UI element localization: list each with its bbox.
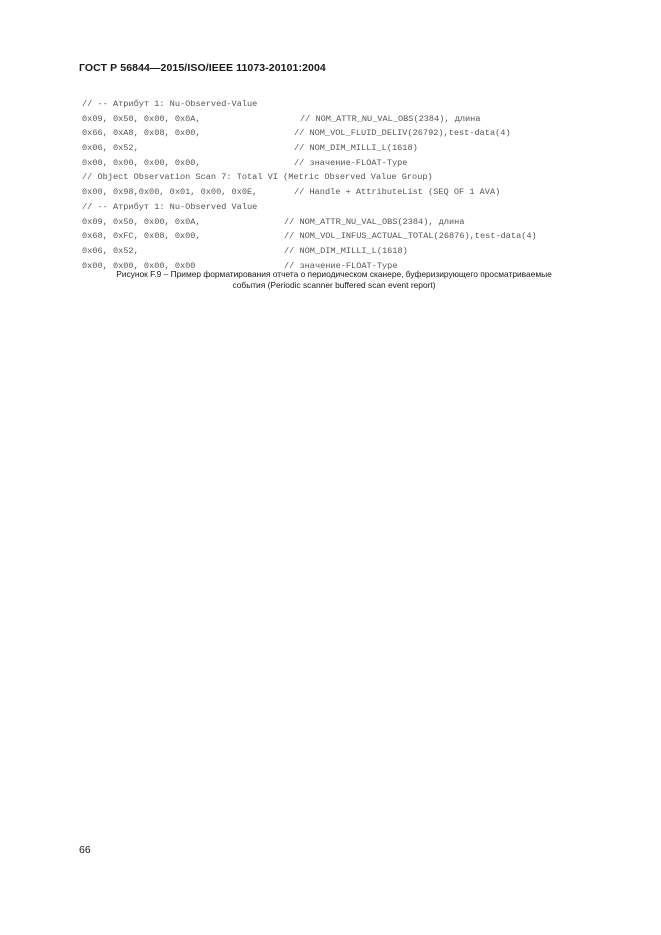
caption-line-1: Рисунок F.9 – Пример форматирования отчета о периодическом сканере, буферизирующего просматриваемые <box>116 269 552 279</box>
figure-caption <box>70 269 598 291</box>
code-line <box>82 126 622 141</box>
code-line <box>82 185 622 200</box>
code-text: 0x66, 0xA8, 0x08, 0x00, <box>82 128 201 139</box>
code-comment: // NOM_ATTR_NU_VAL_OBS(2384), длина <box>284 216 465 227</box>
code-text: 0x00, 0x00, 0x00, 0x00 <box>82 260 196 271</box>
code-line <box>82 97 622 112</box>
code-comment: // NOM_DIM_MILLI_L(1618) <box>294 143 418 154</box>
code-comment: // NOM_DIM_MILLI_L(1618) <box>284 245 408 256</box>
code-text: 0x00, 0x00, 0x00, 0x00, <box>82 157 201 168</box>
code-text: 0x00, 0x98,0x00, 0x01, 0x00, 0x0E, <box>82 187 258 198</box>
document-header: ГОСТ Р 56844—2015/ISO/IEEE 11073-20101:2004 <box>79 62 326 74</box>
code-line <box>82 200 622 215</box>
code-listing <box>82 97 622 273</box>
code-comment: // NOM_VOL_FLUID_DELIV(26792),test-data(4) <box>294 128 511 139</box>
code-line <box>82 229 622 244</box>
code-line <box>82 170 622 185</box>
code-line <box>82 112 622 127</box>
code-text: 0x09, 0x50, 0x00, 0x0A, <box>82 216 201 227</box>
code-line <box>82 244 622 259</box>
code-comment: // значение-FLOAT-Type <box>284 260 398 271</box>
code-comment: // NOM_ATTR_NU_VAL_OBS(2384), длина <box>300 113 481 124</box>
code-text: 0x68, 0xFC, 0x08, 0x00, <box>82 231 201 242</box>
code-comment: // Handle + AttributeList (SEQ OF 1 AVA) <box>294 187 501 198</box>
code-text: 0x06, 0x52, <box>82 143 139 154</box>
code-text: 0x06, 0x52, <box>82 245 139 256</box>
page-number: 66 <box>79 844 91 856</box>
code-comment: // значение-FLOAT-Type <box>294 157 408 168</box>
code-text: // -- Атрибут 1: Nu-Observed Value <box>82 201 258 212</box>
caption-line-2: события (Periodic scanner buffered scan event report) <box>232 280 436 290</box>
code-line <box>82 141 622 156</box>
code-text: // -- Атрибут 1: Nu-Observed-Value <box>82 99 258 109</box>
code-text: // Object Observation Scan 7: Total VI (Metric Observed Value Group) <box>82 172 433 183</box>
code-comment: // NOM_VOL_INFUS_ACTUAL_TOTAL(26876),test-data(4) <box>284 231 537 242</box>
code-line <box>82 215 622 230</box>
code-text: 0x09, 0x50, 0x00, 0x0A, <box>82 113 201 124</box>
code-line <box>82 156 622 171</box>
